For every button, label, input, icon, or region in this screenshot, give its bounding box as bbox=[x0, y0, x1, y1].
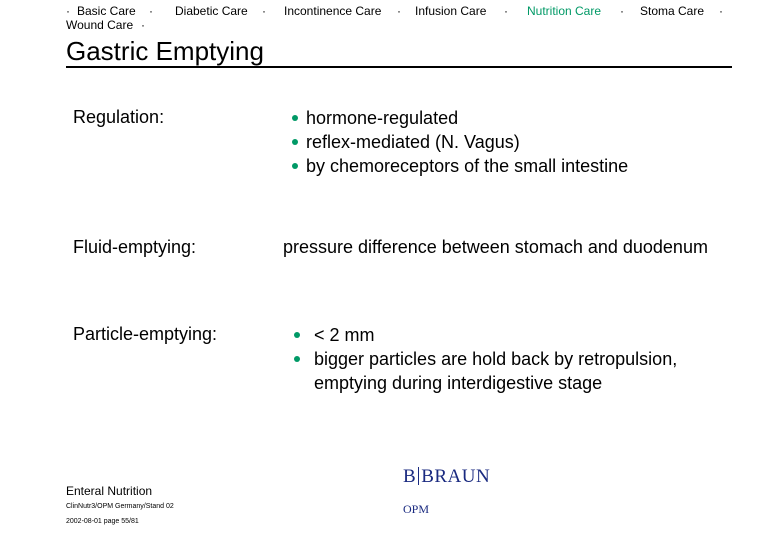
regulation-label: Regulation: bbox=[73, 107, 165, 127]
nav-separator: · bbox=[149, 4, 153, 18]
list-item: hormone-regulated bbox=[290, 106, 628, 130]
regulation-bullets bbox=[290, 106, 628, 178]
list-item: by chemoreceptors of the small intestine bbox=[290, 154, 628, 178]
logo-left-letter: B bbox=[403, 466, 417, 487]
particle-bullets bbox=[290, 323, 677, 395]
nav-item-infusion-care[interactable]: Infusion Care bbox=[415, 4, 487, 18]
nav-item-stoma-care[interactable]: Stoma Care bbox=[640, 4, 705, 18]
nav-item-diabetic-care[interactable]: Diabetic Care bbox=[175, 4, 248, 18]
logo-brand-name: BRAUN bbox=[421, 466, 491, 487]
bullet-dot-icon bbox=[294, 332, 300, 338]
nav-separator: · bbox=[397, 4, 401, 18]
particle-emptying-label: Particle-emptying: bbox=[73, 324, 218, 344]
list-item: < 2 mm bbox=[290, 323, 677, 347]
nav-separator: · bbox=[504, 4, 508, 18]
nav-item-nutrition-care[interactable]: Nutrition Care bbox=[527, 4, 602, 18]
nav-item-wound-care[interactable]: Wound Care bbox=[66, 18, 134, 32]
list-item: bigger particles are hold back by retropulsion, bbox=[290, 347, 677, 371]
list-item-continuation: emptying during interdigestive stage bbox=[314, 373, 603, 393]
nav-separator: · bbox=[66, 4, 70, 18]
footer-date-page: 2002-08-01 page 55/81 bbox=[66, 518, 139, 525]
bbraun-logo bbox=[403, 466, 490, 488]
logo-divider bbox=[418, 467, 419, 485]
nav-separator: · bbox=[620, 4, 624, 18]
title-underline bbox=[66, 66, 732, 68]
fluid-emptying-label: Fluid-emptying: bbox=[73, 237, 197, 257]
bullet-dot-icon bbox=[292, 163, 298, 169]
footer-code: ClinNutr3/OPM Germany/Stand 02 bbox=[66, 503, 174, 510]
fluid-emptying-text: pressure difference between stomach and duodenum bbox=[283, 237, 708, 257]
page-title: Gastric Emptying bbox=[66, 36, 264, 66]
bullet-dot-icon bbox=[292, 115, 298, 121]
nav-item-incontinence-care[interactable]: Incontinence Care bbox=[284, 4, 382, 18]
bullet-dot-icon bbox=[292, 139, 298, 145]
list-item: reflex-mediated (N. Vagus) bbox=[290, 130, 628, 154]
bullet-dot-icon bbox=[294, 356, 300, 362]
logo-subtitle: OPM bbox=[403, 502, 430, 516]
footer-title: Enteral Nutrition bbox=[66, 484, 153, 498]
nav-item-basic-care[interactable]: Basic Care bbox=[77, 4, 136, 18]
nav-separator: · bbox=[141, 18, 145, 32]
nav-separator: · bbox=[719, 4, 723, 18]
nav-separator: · bbox=[262, 4, 266, 18]
